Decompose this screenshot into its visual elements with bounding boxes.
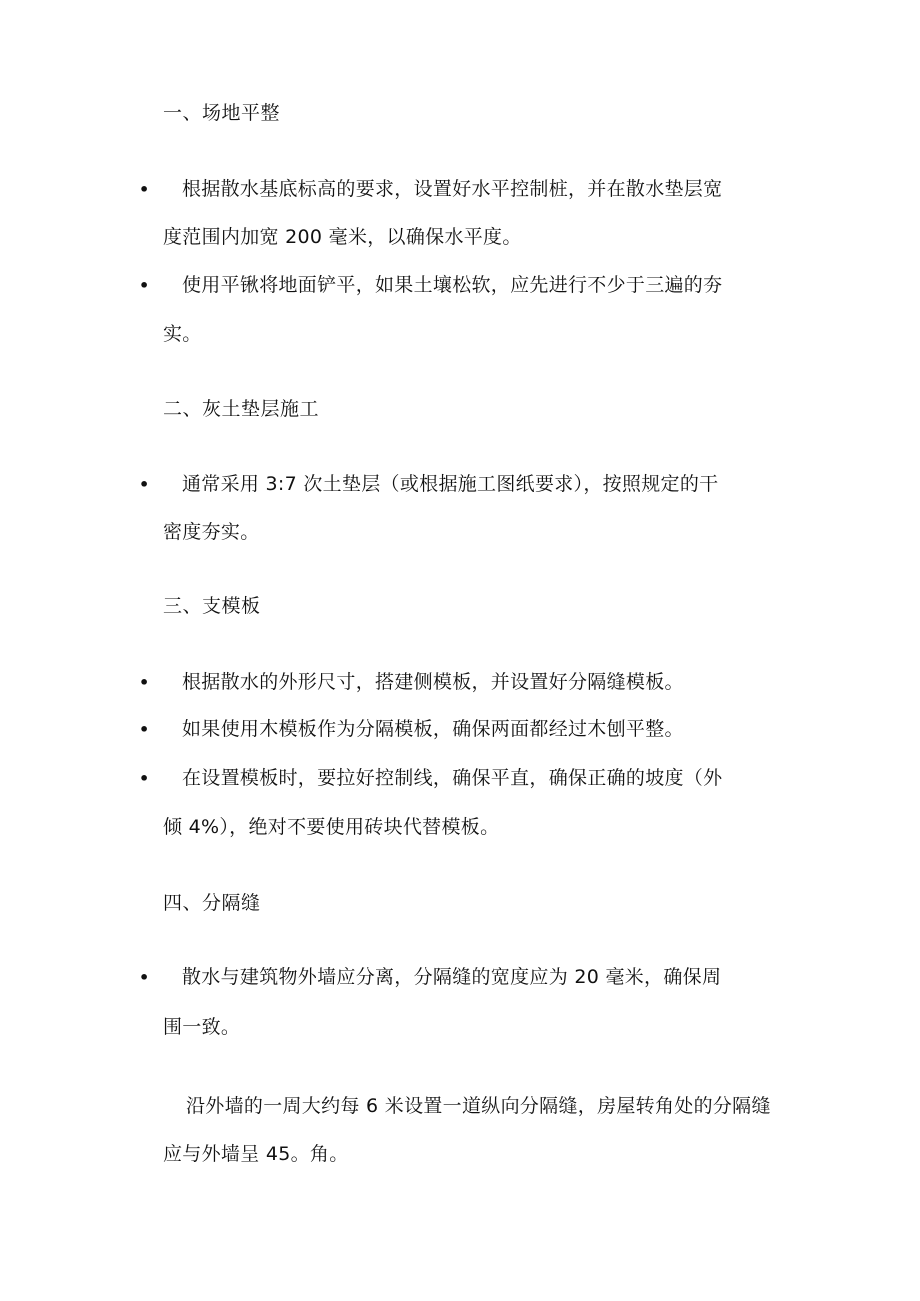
bullet-icon: •	[139, 180, 150, 199]
bullet-icon: •	[139, 968, 150, 987]
list-item-line: 在设置模板时，要拉好控制线，确保平直，确保正确的坡度（外	[182, 767, 723, 789]
section-heading-3: 三、支模板	[163, 595, 261, 617]
paragraph-line: 沿外墙的一周大约每 6 米设置一道纵向分隔缝，房屋转角处的分隔缝	[186, 1095, 771, 1117]
bullet-icon: •	[139, 475, 150, 494]
list-item-line: 倾 4%），绝对不要使用砖块代替模板。	[163, 816, 500, 838]
list-item-line: 散水与建筑物外墙应分离，分隔缝的宽度应为 20 毫米，确保周	[182, 966, 722, 988]
list-item-line: 如果使用木模板作为分隔模板，确保两面都经过木刨平整。	[182, 718, 684, 740]
bullet-icon: •	[139, 769, 150, 788]
section-heading-4: 四、分隔缝	[163, 892, 261, 914]
list-item-line: 围一致。	[163, 1016, 241, 1038]
bullet-icon: •	[139, 673, 150, 692]
bullet-icon: •	[139, 720, 150, 739]
section-heading-2: 二、灰土垫层施工	[163, 398, 320, 420]
list-item-line: 根据散水基底标高的要求，设置好水平控制桩，并在散水垫层宽	[182, 178, 723, 200]
paragraph-line: 应与外墙呈 45。角。	[163, 1143, 349, 1165]
list-item-line: 通常采用 3:7 次土垫层（或根据施工图纸要求），按照规定的干	[182, 473, 719, 495]
list-item-line: 实。	[163, 323, 202, 345]
list-item-line: 度范围内加宽 200 毫米，以确保水平度。	[163, 226, 522, 248]
bullet-icon: •	[139, 276, 150, 295]
section-heading-1: 一、场地平整	[163, 102, 281, 124]
list-item-line: 密度夯实。	[163, 521, 260, 543]
list-item-line: 使用平锹将地面铲平，如果土壤松软，应先进行不少于三遍的夯	[182, 274, 723, 296]
list-item-line: 根据散水的外形尺寸，搭建侧模板，并设置好分隔缝模板。	[182, 671, 684, 693]
